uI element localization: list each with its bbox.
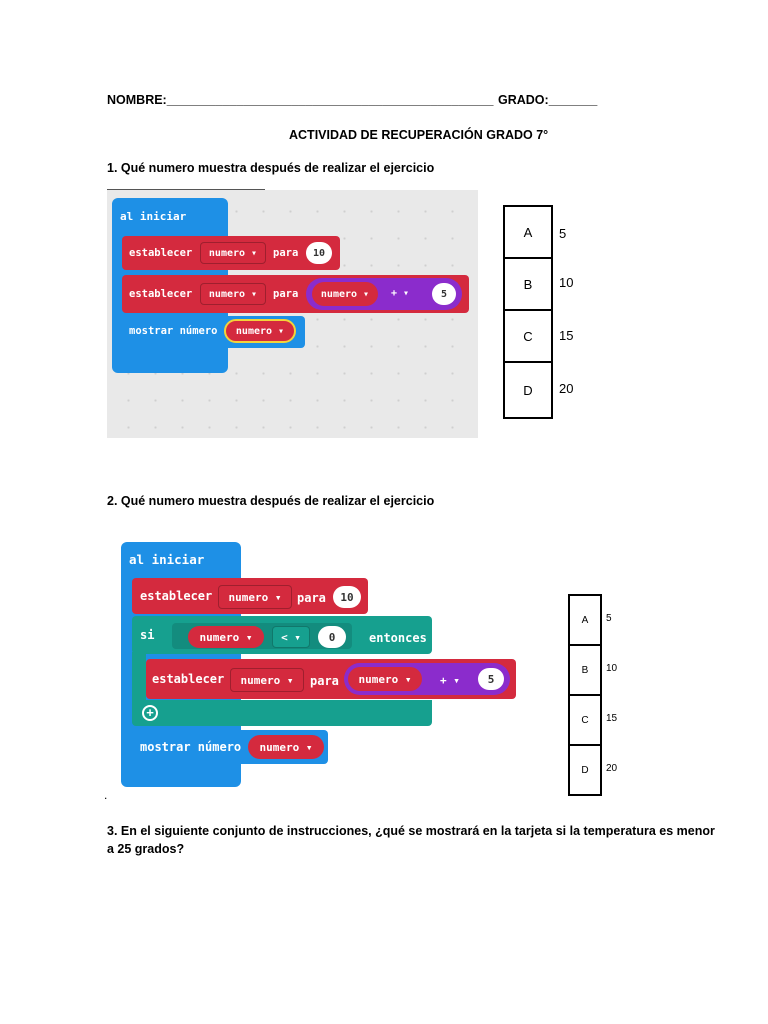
option-a-box: [568, 594, 602, 646]
block-workspace-2: [120, 542, 520, 792]
on-start-label: al iniciar: [120, 210, 187, 223]
option-c-box: [503, 309, 553, 363]
to-label: para: [273, 288, 299, 300]
show-var-dropdown[interactable]: numero ▾: [248, 735, 324, 759]
option-b-value: 10: [606, 663, 618, 674]
option-c-box: [568, 694, 602, 746]
grade-line: GRADO:_______: [498, 93, 598, 107]
show-var-dropdown[interactable]: numero ▾: [224, 319, 296, 343]
option-c-value: 15: [606, 713, 618, 724]
show-number-label: mostrar número: [140, 740, 242, 754]
option-c-value: 15: [559, 328, 574, 343]
cond-value-input[interactable]: 0: [318, 626, 346, 648]
block-workspace-1: [107, 190, 478, 438]
option-letter: D: [581, 764, 589, 776]
on-start-label: al iniciar: [129, 552, 205, 567]
set-label: establecer: [152, 672, 225, 686]
set-label: establecer: [129, 288, 193, 300]
question-1: 1. Qué numero muestra después de realizar el ejercicio: [107, 161, 435, 175]
op-dropdown[interactable]: + ▾: [391, 288, 410, 299]
option-letter: D: [523, 382, 533, 398]
set-label: establecer: [129, 247, 193, 259]
op-var-dropdown[interactable]: numero ▾: [348, 667, 422, 691]
option-letter: C: [581, 714, 589, 726]
if-block-bottom: [132, 700, 432, 726]
if-label: si: [140, 628, 155, 642]
show-number-label: mostrar número: [129, 325, 218, 337]
option-b-value: 10: [559, 275, 574, 290]
question-2: 2. Qué numero muestra después de realizar el ejercicio: [107, 494, 435, 508]
to-label: para: [310, 674, 339, 688]
option-b-box: [568, 644, 602, 696]
op-value-input[interactable]: 5: [432, 283, 456, 305]
var-dropdown[interactable]: numero ▾: [218, 585, 292, 609]
var-dropdown[interactable]: numero ▾: [200, 283, 266, 305]
stray-dot: .: [104, 788, 108, 802]
option-a-value: 5: [606, 613, 612, 624]
var-dropdown[interactable]: numero ▾: [230, 668, 304, 692]
option-letter: B: [523, 276, 533, 292]
to-label: para: [273, 247, 299, 259]
option-a-value: 5: [559, 226, 567, 241]
op-dropdown[interactable]: + ▾: [440, 674, 460, 687]
cond-var-dropdown[interactable]: numero ▾: [188, 626, 264, 648]
question-3: 3. En el siguiente conjunto de instrucciones, ¿qué se mostrará en la tarjeta si la temperatura es menor a 25 grados?: [107, 824, 715, 856]
option-letter: B: [581, 664, 589, 676]
option-letter: C: [523, 328, 533, 344]
then-label: entonces: [369, 631, 427, 645]
option-d-value: 20: [606, 763, 618, 774]
compare-op-dropdown[interactable]: < ▾: [272, 626, 310, 648]
value-input[interactable]: 10: [306, 242, 332, 264]
set-label: establecer: [140, 589, 213, 603]
activity-title: ACTIVIDAD DE RECUPERACIÓN GRADO 7°: [289, 128, 549, 142]
var-dropdown[interactable]: numero ▾: [200, 242, 266, 264]
name-line: NOMBRE:_______________________________________________: [107, 93, 494, 107]
option-d-box: [503, 361, 553, 419]
op-value-input[interactable]: 5: [478, 668, 504, 690]
value-input[interactable]: 10: [333, 586, 361, 608]
option-letter: A: [523, 224, 533, 240]
option-a-box: [503, 205, 553, 259]
option-d-box: [568, 744, 602, 796]
option-letter: A: [581, 614, 589, 626]
add-branch-icon[interactable]: +: [142, 705, 158, 721]
to-label: para: [297, 591, 326, 605]
op-var-dropdown[interactable]: numero ▾: [312, 282, 378, 306]
option-b-box: [503, 257, 553, 311]
option-d-value: 20: [559, 381, 574, 396]
if-block-side: [132, 652, 146, 702]
